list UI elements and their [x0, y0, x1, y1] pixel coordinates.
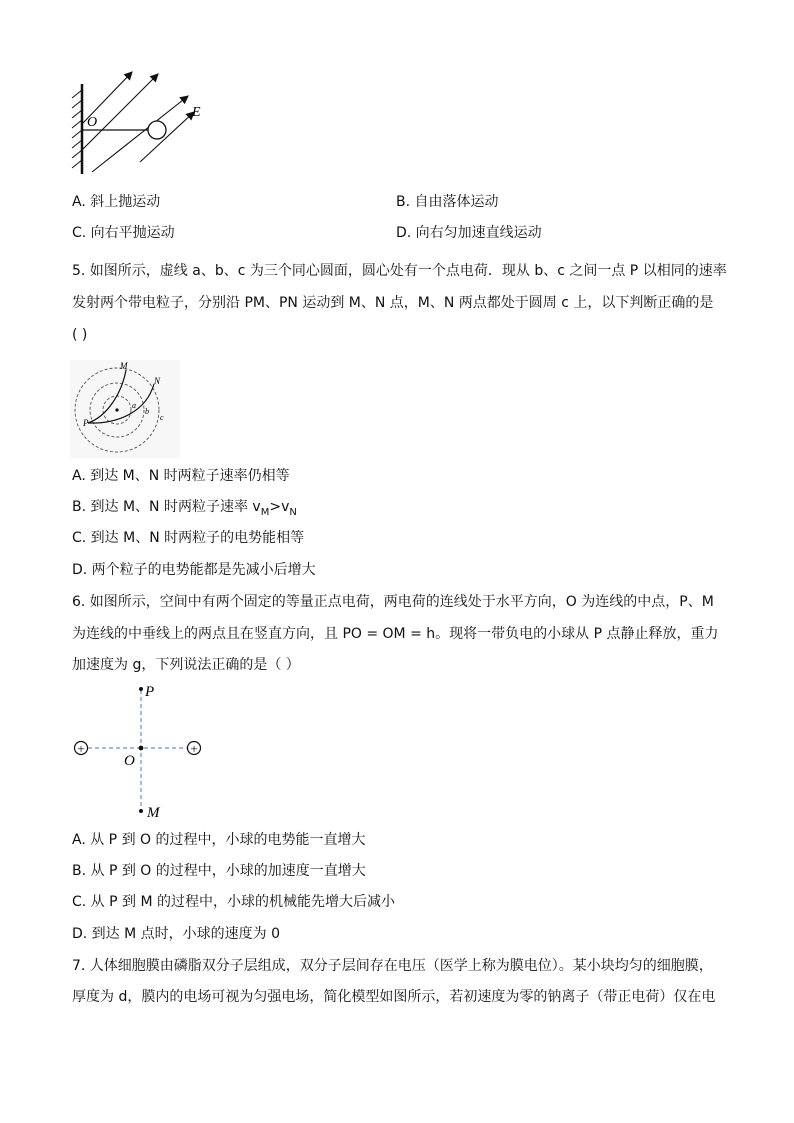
q5-stem-line2: 发射两个带电粒子，分别沿 PM、PN 运动到 M、N 点，M、N 两点都处于圆周 c 上，以下判断正确的是 [72, 295, 714, 311]
figure-q5 [70, 360, 180, 458]
fig6-plus-left: + [77, 741, 85, 756]
q4-option-d: D. 向右匀加速直线运动 [396, 225, 542, 241]
fig6-label-O: O [124, 753, 135, 769]
q5-option-b-sub-n: N [289, 507, 297, 518]
q5-option-b-text: B. 到达 M、N 时两粒子速率 v [72, 499, 261, 515]
q6-stem-line2: 为连线的中垂线上的两点且在竖直方向，且 PO = OM = h。现将一带负电的小球从 P 点静止释放，重力 [72, 626, 719, 642]
q5-option-c: C. 到达 M、N 时两粒子的电势能相等 [72, 530, 305, 546]
fig6-label-P: P [145, 684, 155, 700]
q5-stem-line1: 5. 如图所示，虚线 a、b、c 为三个同心圆面，圆心处有一个点电荷．现从 b、c 之间一点 P 以相同的速率 [72, 263, 727, 279]
fig5-label-c: c [160, 413, 164, 422]
q5-option-b [72, 498, 297, 518]
fig5-label-a: a [132, 401, 136, 410]
q4-option-b: B. 自由落体运动 [396, 194, 499, 210]
q5-stem-line3: ( ) [72, 327, 88, 343]
fig5-label-P: P [83, 418, 89, 428]
fig4-label-E: E [192, 105, 201, 120]
q6-stem-line1: 6. 如图所示，空间中有两个固定的等量正点电荷，两电荷的连线处于水平方向，O 为连线的中点，P、M [72, 594, 714, 610]
q7-stem-line1: 7. 人体细胞膜由磷脂双分子层组成，双分子层间存在电压（医学上称为膜电位）。某小块均匀的细胞膜， [72, 958, 713, 974]
q5-option-d: D. 两个粒子的电势能都是先减小后增大 [72, 562, 316, 578]
q5-option-b-sub-m: M [260, 507, 270, 518]
q5-option-a: A. 到达 M、N 时两粒子速率仍相等 [72, 468, 290, 484]
figure-q4 [60, 62, 220, 182]
fig4-label-O: O [87, 115, 98, 130]
fig5-label-b: b [145, 407, 149, 416]
fig6-plus-right: + [190, 741, 198, 756]
q6-option-d: D. 到达 M 点时，小球的速度为 0 [72, 926, 281, 942]
q6-stem-line3: 加速度为 g，下列说法正确的是（ ） [72, 657, 300, 673]
q6-option-c: C. 从 P 到 M 的过程中，小球的机械能先增大后减小 [72, 894, 395, 910]
q4-option-c: C. 向右平抛运动 [72, 225, 175, 241]
fig5-label-M: M [120, 361, 128, 371]
q6-option-b: B. 从 P 到 O 的过程中，小球的加速度一直增大 [72, 863, 366, 879]
fig5-label-N: N [154, 376, 161, 386]
q4-option-a: A. 斜上抛运动 [72, 194, 161, 210]
fig6-label-M: M [147, 805, 160, 821]
q7-stem-line2: 厚度为 d，膜内的电场可视为匀强电场，简化模型如图所示，若初速度为零的钠离子（带正电荷）仅在电 [72, 989, 716, 1005]
figure-q6 [70, 682, 210, 822]
q5-option-b-gt: >v [269, 499, 290, 515]
q6-option-a: A. 从 P 到 O 的过程中，小球的电势能一直增大 [72, 832, 366, 848]
